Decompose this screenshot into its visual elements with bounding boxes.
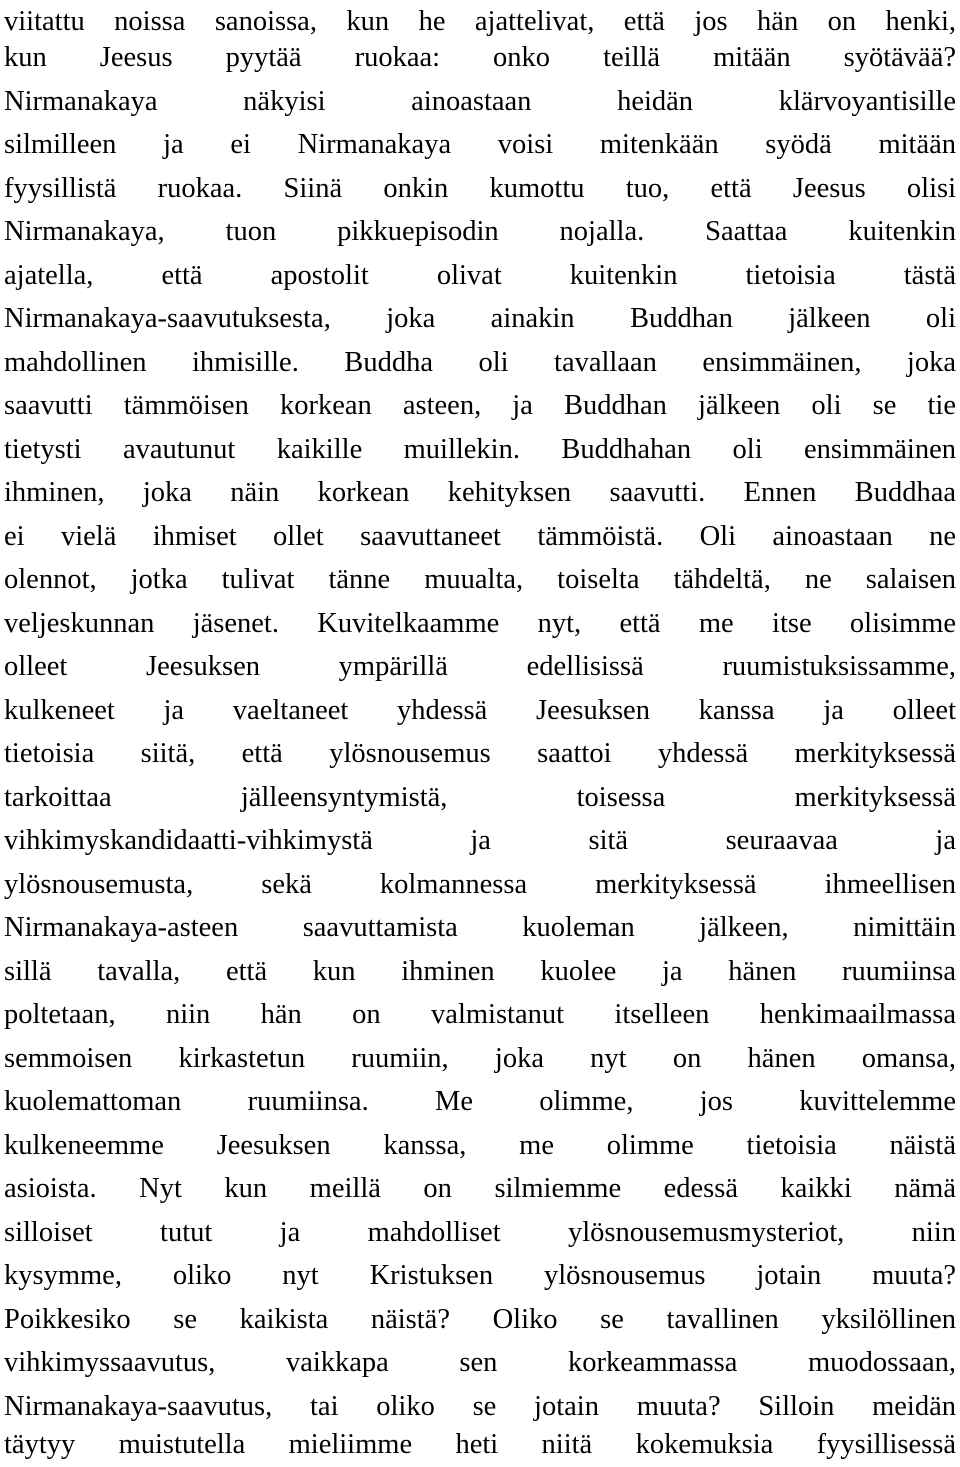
text-line: mahdollinen ihmisille. Buddha oli tavallaan ensimmäinen, joka <box>4 347 956 378</box>
text-line: olleet Jeesuksen ympärillä edellisissä ruumistuksissamme, <box>4 651 956 682</box>
text-line: kysymme, oliko nyt Kristuksen ylösnousemus jotain muuta? <box>4 1260 956 1291</box>
text-line: tarkoittaa jälleensyntymistä, toisessa merkityksessä <box>4 782 956 813</box>
text-line: vihkimyskandidaatti-vihkimystä ja sitä seuraavaa ja <box>4 825 956 856</box>
text-line: täytyy muistutella mieliimme heti niitä kokemuksia fyysillisessä <box>4 1429 956 1460</box>
text-line: ylösnousemusta, sekä kolmannessa merkityksessä ihmeellisen <box>4 869 956 900</box>
text-line: semmoisen kirkastetun ruumiin, joka nyt on hänen omansa, <box>4 1043 956 1074</box>
text-line: saavutti tämmöisen korkean asteen, ja Buddhan jälkeen oli se tie <box>4 390 956 421</box>
text-line: kun Jeesus pyytää ruokaa: onko teillä mitään syötävää? <box>4 42 956 73</box>
text-line: ihminen, joka näin korkean kehityksen saavutti. Ennen Buddhaa <box>4 477 956 508</box>
text-line: tietoisia siitä, että ylösnousemus saattoi yhdessä merkityksessä <box>4 738 956 769</box>
text-line: kuolemattoman ruumiinsa. Me olimme, jos kuvittelemme <box>4 1086 956 1117</box>
text-line: ei vielä ihmiset ollet saavuttaneet tämmöistä. Oli ainoastaan ne <box>4 521 956 552</box>
text-line: Poikkesiko se kaikista näistä? Oliko se tavallinen yksilöllinen <box>4 1304 956 1335</box>
text-line: asioista. Nyt kun meillä on silmiemme edessä kaikki nämä <box>4 1173 956 1204</box>
text-line: vihkimyssaavutus, vaikkapa sen korkeammassa muodossaan, <box>4 1347 956 1378</box>
text-line: sillä tavalla, että kun ihminen kuolee ja hänen ruumiinsa <box>4 956 956 987</box>
text-line: silmilleen ja ei Nirmanakaya voisi mitenkään syödä mitään <box>4 129 956 160</box>
text-line: Nirmanakaya-asteen saavuttamista kuoleman jälkeen, nimittäin <box>4 912 956 943</box>
text-line: Nirmanakaya näkyisi ainoastaan heidän klärvoyantisille <box>4 86 956 117</box>
text-line: Nirmanakaya, tuon pikkuepisodin nojalla. Saattaa kuitenkin <box>4 216 956 247</box>
text-line: Nirmanakaya-saavutuksesta, joka ainakin Buddhan jälkeen oli <box>4 303 956 334</box>
text-line: silloiset tutut ja mahdolliset ylösnousemusmysteriot, niin <box>4 1217 956 1248</box>
document-page <box>4 0 956 1467</box>
text-line: viitattu noissa sanoissa, kun he ajattelivat, että jos hän on henki, <box>4 6 956 37</box>
text-line: tietysti avautunut kaikille muillekin. Buddhahan oli ensimmäinen <box>4 434 956 465</box>
text-line: poltetaan, niin hän on valmistanut itselleen henkimaailmassa <box>4 999 956 1030</box>
text-line: ajatella, että apostolit olivat kuitenkin tietoisia tästä <box>4 260 956 291</box>
text-line: fyysillistä ruokaa. Siinä onkin kumottu tuo, että Jeesus olisi <box>4 173 956 204</box>
text-line: kulkeneet ja vaeltaneet yhdessä Jeesuksen kanssa ja olleet <box>4 695 956 726</box>
text-line: olennot, jotka tulivat tänne muualta, toiselta tähdeltä, ne salaisen <box>4 564 956 595</box>
text-line: Nirmanakaya-saavutus, tai oliko se jotain muuta? Silloin meidän <box>4 1391 956 1422</box>
text-line: kulkeneemme Jeesuksen kanssa, me olimme tietoisia näistä <box>4 1130 956 1161</box>
text-line: veljeskunnan jäsenet. Kuvitelkaamme nyt, että me itse olisimme <box>4 608 956 639</box>
